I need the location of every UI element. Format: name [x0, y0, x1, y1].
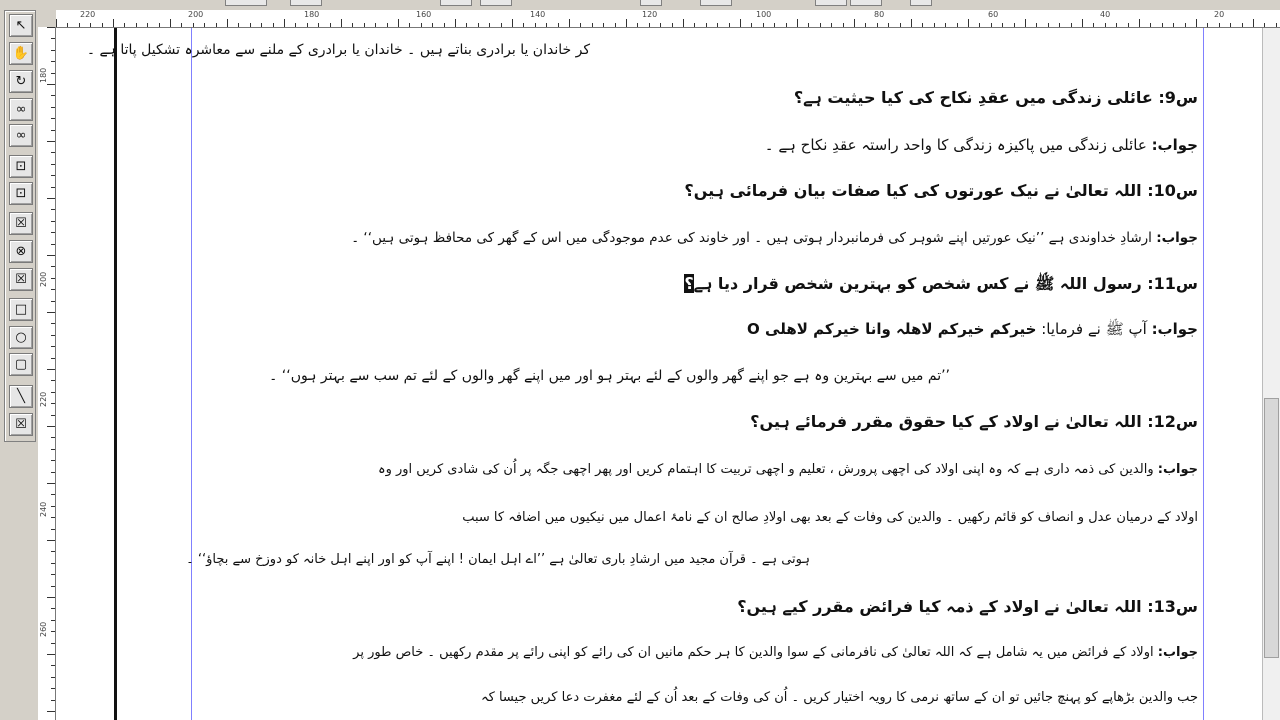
ruler-tick	[51, 620, 55, 621]
answer-line[interactable]: جواب: آپ ﷺ نے فرمایا: خیرکم خیرکم لاھلہ وانا خیرکم لاھلی O	[747, 320, 1198, 338]
ruler-tick	[147, 23, 148, 27]
ruler-tick	[1196, 19, 1197, 27]
question-line[interactable]: س11: رسول اللہ ﷺ نے کس شخص کو بہترین شخص قرار دیا ہے؟	[684, 274, 1198, 293]
ruler-tick	[51, 415, 55, 416]
ruler-tick	[979, 23, 980, 27]
ruler-tick	[51, 301, 55, 302]
vertical-scrollbar[interactable]	[1262, 28, 1280, 720]
ruler-tick	[740, 19, 741, 27]
ruler-tick	[51, 323, 55, 324]
ruler-tick	[204, 23, 205, 27]
ruler-tick	[1207, 23, 1208, 27]
ruler-tick	[51, 586, 55, 587]
ruler-tick	[352, 23, 353, 27]
ruler-tick	[1002, 23, 1003, 27]
ruler-tick	[51, 278, 55, 279]
ruler-tick	[501, 23, 502, 27]
ruler-tick	[47, 483, 55, 484]
ruler-tick	[854, 19, 855, 27]
ruler-tick	[957, 23, 958, 27]
oval-picture-tool-icon[interactable]: ⊗	[9, 240, 33, 263]
ruler-tick	[136, 23, 137, 27]
ruler-tick	[672, 23, 673, 27]
ruler-tick	[250, 23, 251, 27]
ruler-tick	[51, 677, 55, 678]
toolbar-control[interactable]	[850, 0, 882, 6]
ruler-tick	[51, 437, 55, 438]
unlink-tool-icon[interactable]: ∞	[9, 124, 33, 147]
ruler-tick	[51, 164, 55, 165]
ruler-tick	[51, 449, 55, 450]
ruler-tick	[546, 23, 547, 27]
ruler-tick	[1105, 23, 1106, 27]
toolbar-control[interactable]	[910, 0, 932, 6]
ruler-tick	[877, 23, 878, 27]
ruler-tick	[808, 23, 809, 27]
ruler-tick	[934, 23, 935, 27]
ruler-tick	[820, 23, 821, 27]
ruler-tick	[79, 23, 80, 27]
ruler-tick	[51, 73, 55, 74]
question-line[interactable]: س13: اللہ تعالیٰ نے اولاد کے ذمہ کیا فرائض مقرر کیے ہیں؟	[737, 597, 1198, 616]
ruler-tick	[364, 23, 365, 27]
ruler-tick	[47, 540, 55, 541]
ruler-tick	[47, 711, 55, 712]
ruler-tick	[1071, 23, 1072, 27]
ruler-tick	[341, 19, 342, 27]
ruler-tick	[51, 403, 55, 404]
ruler-tick	[968, 19, 969, 27]
ruler-tick	[47, 654, 55, 655]
ruler-tick	[159, 23, 160, 27]
ruler-tick	[387, 23, 388, 27]
ruler-tick	[1025, 19, 1026, 27]
ruler-tick	[51, 266, 55, 267]
ruler-tick	[51, 38, 55, 39]
ruler-tick	[47, 141, 55, 142]
ruler-label: 40	[1100, 10, 1111, 19]
text-line[interactable]: کر خاندان یا برادری بناتے ہیں ۔ خاندان یا برادری کے ملنے سے معاشرہ تشکیل پاتا ہے ۔	[86, 42, 590, 58]
ruler-tick	[1150, 23, 1151, 27]
ruler-tick	[626, 19, 627, 27]
ruler-tick	[51, 506, 55, 507]
text-line[interactable]: جب والدین بڑھاپے کو پہنچ جائیں تو ان کے ساتھ نرمی کا رویہ اختیار کریں ۔ اُن کی وفات کے بعد اُن کے لئے مغفرت دعا کریں جیسا کہ	[481, 690, 1198, 705]
ruler-tick	[466, 23, 467, 27]
ruler-tick	[51, 608, 55, 609]
ruler-tick	[1048, 23, 1049, 27]
question-line[interactable]: س12: اللہ تعالیٰ نے اولاد کے کیا حقوق مقرر فرمائے ہیں؟	[750, 412, 1198, 431]
ruler-tick	[51, 700, 55, 701]
answer-line[interactable]: جواب: عائلی زندگی میں پاکیزہ زندگی کا واحد راستہ عقدِ نکاح ہے ۔	[764, 136, 1198, 154]
rounded-picture-tool-icon[interactable]: ☒	[9, 268, 33, 291]
toolbar-control[interactable]	[290, 0, 322, 6]
ruler-tick	[1093, 23, 1094, 27]
ruler-tick	[47, 255, 55, 256]
ruler-tick	[284, 19, 285, 27]
ruler-tick	[1139, 19, 1140, 27]
ruler-tick	[193, 23, 194, 27]
ruler-tick	[637, 23, 638, 27]
ruler-tick	[51, 551, 55, 552]
ruler-tick	[51, 175, 55, 176]
vertical-ruler[interactable]	[38, 27, 56, 720]
picture-box-tool-icon[interactable]: ☒	[9, 212, 33, 235]
ruler-label: 100	[756, 10, 772, 19]
ruler-tick	[717, 23, 718, 27]
toolbar-control[interactable]	[640, 0, 662, 6]
ruler-tick	[843, 23, 844, 27]
ruler-tick	[51, 335, 55, 336]
ruler-label: 140	[530, 10, 546, 19]
ruler-tick	[47, 597, 55, 598]
text-selection[interactable]: ؟	[684, 274, 694, 293]
ruler-label: 220	[80, 10, 96, 19]
ruler-label: 60	[988, 10, 999, 19]
page-edge	[114, 28, 117, 720]
ruler-label: 120	[642, 10, 658, 19]
ruler-label: 20	[1214, 10, 1225, 19]
text-line[interactable]: اولاد کے درمیان عدل و انصاف کو قائم رکھیں ۔ والدین کی وفات کے بعد بھی اولادِ صالح ان کے نامۂ اعمال میں نیکیوں میں اضافہ کا سبب	[462, 510, 1198, 525]
ruler-tick	[478, 23, 479, 27]
toolbar-control[interactable]	[225, 0, 267, 6]
ruler-tick	[51, 209, 55, 210]
ruler-tick	[51, 107, 55, 108]
ruler-tick	[67, 23, 68, 27]
ruler-tick	[51, 665, 55, 666]
text-path-tool-icon[interactable]: ⊡	[9, 182, 33, 205]
ruler-tick	[273, 23, 274, 27]
ruler-tick	[398, 19, 399, 27]
ruler-tick	[660, 23, 661, 27]
ruler-tick	[432, 23, 433, 27]
ruler-tick	[1230, 23, 1231, 27]
ruler-tick	[102, 23, 103, 27]
ruler-tick	[51, 472, 55, 473]
ruler-tick	[489, 23, 490, 27]
ruler-tick	[409, 23, 410, 27]
hand-tool-icon[interactable]: ✋	[9, 42, 33, 65]
margin-guide	[1203, 28, 1204, 720]
ruler-tick	[51, 289, 55, 290]
ruler-tick	[1185, 23, 1186, 27]
ruler-label: 260	[39, 621, 48, 637]
ruler-label: 80	[874, 10, 885, 19]
toolbar-control[interactable]	[815, 0, 847, 6]
ruler-tick	[1219, 23, 1220, 27]
ruler-tick	[47, 27, 55, 28]
ruler-tick	[47, 369, 55, 370]
ruler-tick	[786, 23, 787, 27]
ruler-tick	[1242, 23, 1243, 27]
rotate-tool-icon[interactable]: ↻	[9, 70, 33, 93]
tools-palette	[4, 10, 36, 442]
ruler-tick	[51, 244, 55, 245]
ruler-tick	[51, 187, 55, 188]
text-line[interactable]: ہوتی ہے ۔ قرآن مجید میں ارشادِ باری تعالیٰ ہے ’’اے اہل ایمان ! اپنے آپ کو اور اپنے اہل خانہ کو دوزخ سے بچاؤ‘‘ ۔	[186, 552, 810, 567]
ruler-tick	[569, 19, 570, 27]
oval-tool-icon[interactable]: ○	[9, 326, 33, 349]
quote-line[interactable]: ’’تم میں سے بہترین وہ ہے جو اپنے گھر والوں کے لئے بہتر ہو اور میں اپنے گھر والوں کے لئے تم سب سے بہتر ہوں‘‘ ۔	[269, 368, 950, 384]
ruler-tick	[51, 380, 55, 381]
ruler-tick	[330, 23, 331, 27]
ruler-label: 160	[416, 10, 432, 19]
ruler-tick	[47, 84, 55, 85]
toolbar-strip	[0, 0, 1280, 6]
ruler-tick	[580, 23, 581, 27]
ruler-tick	[47, 312, 55, 313]
ruler-tick	[592, 23, 593, 27]
ruler-label: 180	[39, 67, 48, 83]
ruler-tick	[51, 494, 55, 495]
ruler-tick	[421, 23, 422, 27]
ruler-tick	[51, 358, 55, 359]
ruler-tick	[51, 631, 55, 632]
ruler-tick	[375, 23, 376, 27]
ruler-tick	[900, 23, 901, 27]
ruler-tick	[51, 346, 55, 347]
ruler-tick	[1264, 23, 1265, 27]
ruler-tick	[774, 23, 775, 27]
ruler-tick	[47, 426, 55, 427]
ruler-label: 180	[304, 10, 320, 19]
ruler-tick	[865, 23, 866, 27]
ruler-tick	[831, 23, 832, 27]
ruler-tick	[51, 643, 55, 644]
ruler-tick	[649, 23, 650, 27]
ruler-tick	[295, 23, 296, 27]
toolbar-control[interactable]	[700, 0, 732, 6]
ruler-tick	[535, 23, 536, 27]
answer-line[interactable]: جواب: والدین کی ذمہ داری ہے کہ وہ اپنی اولاد کی اچھی پرورش ، تعلیم و اچھی تربیت کا اہتمام کریں اور پھر اچھی جگہ پر اُن کی شادی کریں اور وہ	[377, 462, 1198, 477]
ruler-tick	[523, 23, 524, 27]
ruler-tick	[1276, 23, 1277, 27]
ruler-tick	[307, 23, 308, 27]
horizontal-ruler[interactable]	[56, 10, 1280, 28]
ruler-tick	[51, 529, 55, 530]
ruler-tick	[170, 19, 171, 27]
text-box-tool-icon[interactable]: ⊡	[9, 155, 33, 178]
ruler-tick	[1014, 23, 1015, 27]
ruler-tick	[797, 19, 798, 27]
ruler-tick	[911, 19, 912, 27]
scrollbar-thumb[interactable]	[1264, 398, 1279, 658]
ruler-tick	[1253, 19, 1254, 27]
ruler-tick	[90, 23, 91, 27]
ruler-tick	[694, 23, 695, 27]
ruler-tick	[1162, 23, 1163, 27]
toolbar-control[interactable]	[480, 0, 512, 6]
ruler-tick	[47, 198, 55, 199]
ruler-tick	[51, 130, 55, 131]
ruler-tick	[51, 688, 55, 689]
ruler-tick	[512, 19, 513, 27]
ruler-tick	[991, 23, 992, 27]
ruler-tick	[1036, 23, 1037, 27]
ruler-tick	[763, 23, 764, 27]
ruler-tick	[181, 23, 182, 27]
ruler-tick	[455, 19, 456, 27]
ruler-tick	[51, 392, 55, 393]
answer-line[interactable]: جواب: اولاد کے فرائض میں یہ شامل ہے کہ اللہ تعالیٰ کی نافرمانی کے سوا والدین کا ہر حکم مانیں ان کی رائے کو اپنی رائے پر مقدم رکھیں ۔ خاص طور پر	[353, 645, 1198, 660]
ruler-tick	[603, 23, 604, 27]
ruler-label: 220	[39, 391, 48, 407]
ruler-tick	[113, 19, 114, 27]
rounded-rectangle-tool-icon[interactable]: ▢	[9, 353, 33, 376]
answer-line[interactable]: جواب: ارشادِ خداوندی ہے ’’نیک عورتیں اپنے شوہر کی فرمانبردار ہوتی ہیں ۔ اور خاوند کی عدم موجودگی میں اس کے گھر کی محافظ ہوتی ہیں‘‘ ۔	[351, 230, 1198, 246]
ruler-label: 200	[188, 10, 204, 19]
ruler-tick	[706, 23, 707, 27]
ruler-tick	[751, 23, 752, 27]
ruler-tick	[261, 23, 262, 27]
ruler-tick	[216, 23, 217, 27]
rectangle-tool-icon[interactable]: □	[9, 298, 33, 321]
ruler-tick	[51, 50, 55, 51]
ruler-tick	[1082, 19, 1083, 27]
ruler-tick	[945, 23, 946, 27]
ruler-tick	[51, 460, 55, 461]
pointer-tool-icon[interactable]: ↖	[9, 14, 33, 37]
ruler-tick	[1116, 23, 1117, 27]
line-tool-icon[interactable]: ╲	[9, 385, 33, 408]
ruler-tick	[51, 118, 55, 119]
ruler-tick	[51, 574, 55, 575]
ruler-tick	[558, 23, 559, 27]
ruler-tick	[51, 61, 55, 62]
table-tool-icon[interactable]: ☒	[9, 413, 33, 436]
ruler-tick	[227, 19, 228, 27]
margin-guide	[191, 28, 192, 720]
ruler-label: 240	[39, 501, 48, 517]
ruler-tick	[444, 23, 445, 27]
ruler-tick	[1173, 23, 1174, 27]
ruler-tick	[51, 232, 55, 233]
link-tool-icon[interactable]: ∞	[9, 98, 33, 121]
ruler-tick	[51, 95, 55, 96]
ruler-tick	[888, 23, 889, 27]
ruler-tick	[51, 563, 55, 564]
question-line[interactable]: س9: عائلی زندگی میں عقدِ نکاح کی کیا حیثیت ہے؟	[793, 88, 1198, 107]
ruler-tick	[683, 19, 684, 27]
ruler-tick	[56, 19, 57, 27]
ruler-tick	[51, 152, 55, 153]
ruler-tick	[51, 517, 55, 518]
toolbar-control[interactable]	[440, 0, 472, 6]
ruler-tick	[922, 23, 923, 27]
ruler-tick	[615, 23, 616, 27]
ruler-tick	[124, 23, 125, 27]
ruler-tick	[1059, 23, 1060, 27]
question-line[interactable]: س10: اللہ تعالیٰ نے نیک عورتوں کی کیا صفات بیان فرمائی ہیں؟	[684, 181, 1198, 200]
ruler-label: 200	[39, 271, 48, 287]
ruler-tick	[238, 23, 239, 27]
ruler-tick	[729, 23, 730, 27]
ruler-tick	[1128, 23, 1129, 27]
ruler-tick	[51, 221, 55, 222]
ruler-tick	[318, 23, 319, 27]
